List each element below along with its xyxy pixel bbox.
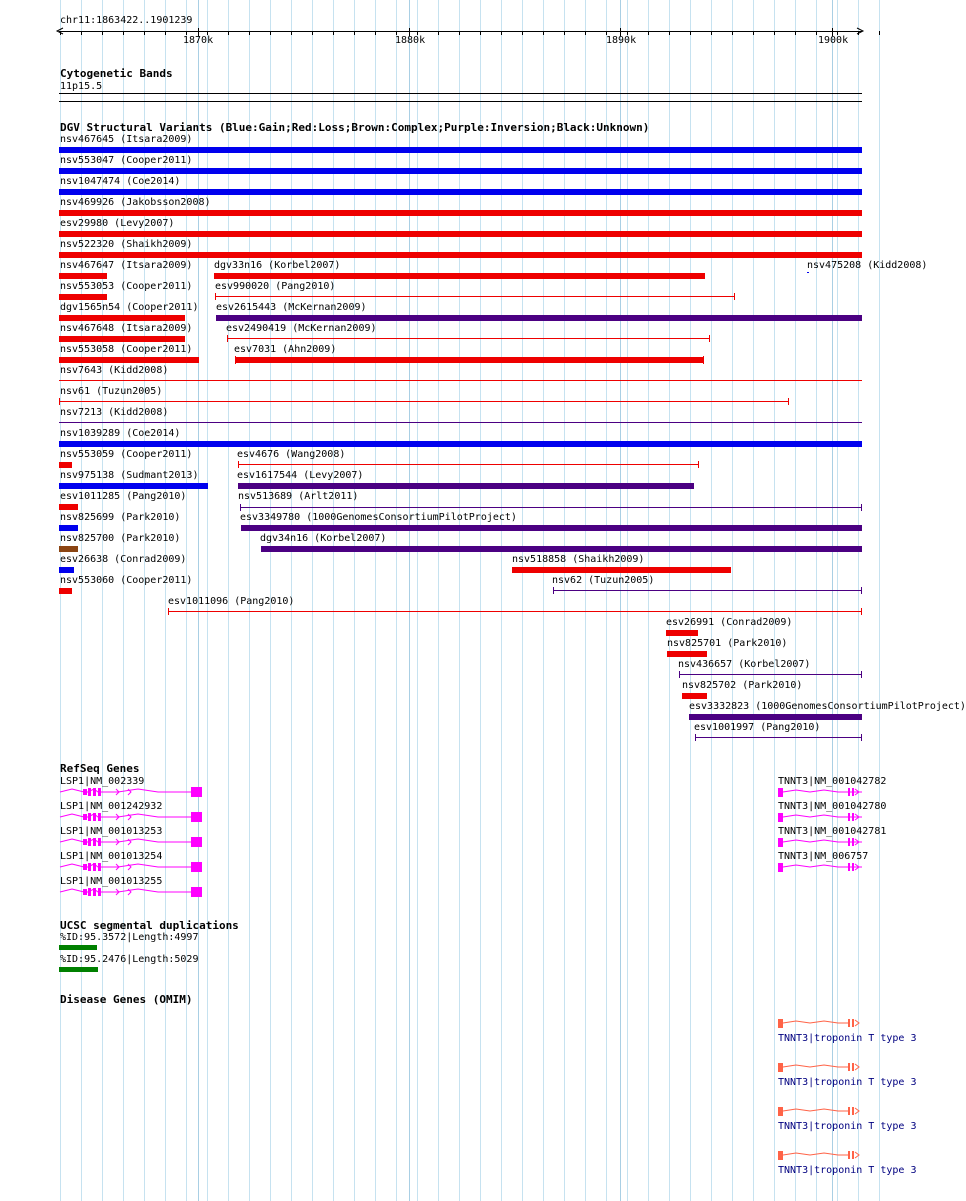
gene-label[interactable]: TNNT3|NM_001042781 — [778, 826, 887, 837]
variant-label[interactable]: nsv467647 (Itsara2009) — [60, 260, 193, 271]
grid-line — [543, 0, 544, 1201]
gene-model-tnnt3[interactable] — [776, 812, 866, 826]
cytoband-top-edge — [59, 93, 862, 94]
ruler-minor-tick — [753, 31, 754, 35]
gene-model-lsp1[interactable] — [58, 786, 208, 800]
grid-line — [732, 0, 733, 1201]
ruler-minor-tick — [438, 31, 439, 35]
segdup-bar[interactable] — [59, 967, 98, 972]
ruler-minor-tick — [774, 31, 775, 35]
gene-label[interactable]: TNNT3|NM_001042782 — [778, 776, 887, 787]
omim-label[interactable]: TNNT3|troponin T type 3 — [778, 1121, 917, 1132]
variant-end-cap — [861, 671, 862, 678]
variant-start-cap — [59, 398, 60, 405]
grid-line — [606, 0, 607, 1201]
variant-start-cap — [227, 335, 228, 342]
variant-label[interactable]: esv2615443 (McKernan2009) — [216, 302, 367, 313]
ruler-axis — [59, 31, 862, 32]
variant-label[interactable]: nsv825701 (Park2010) — [667, 638, 788, 649]
variant-bar[interactable] — [240, 507, 862, 508]
variant-bar[interactable] — [512, 567, 731, 573]
variant-bar[interactable] — [682, 693, 707, 699]
grid-line — [396, 0, 397, 1201]
variant-bar[interactable] — [666, 630, 698, 636]
gene-label[interactable]: LSP1|NM_001013253 — [60, 826, 163, 837]
omim-label[interactable]: TNNT3|troponin T type 3 — [778, 1077, 917, 1088]
ruler-minor-tick — [354, 31, 355, 35]
variant-bar[interactable] — [59, 294, 107, 300]
variant-bar[interactable] — [238, 483, 694, 489]
tick-label-1870k: 1870k — [183, 35, 214, 46]
variant-label[interactable]: esv26638 (Conrad2009) — [60, 554, 187, 565]
variant-end-cap — [861, 608, 862, 615]
cytoband-track-title: Cytogenetic Bands — [60, 67, 173, 80]
variant-bar[interactable] — [59, 189, 862, 195]
variant-label[interactable]: nsv513689 (Arlt2011) — [238, 491, 359, 502]
variant-label[interactable]: dgv34n16 (Korbel2007) — [260, 533, 387, 544]
ruler-minor-tick — [270, 31, 271, 35]
variant-bar[interactable] — [59, 210, 862, 216]
locus-label: chr11:1863422..1901239 — [60, 15, 193, 26]
variant-end-cap — [709, 335, 710, 342]
grid-line — [438, 0, 439, 1201]
variant-label[interactable]: nsv518858 (Shaikh2009) — [512, 554, 645, 565]
variant-bar[interactable] — [59, 336, 185, 342]
ruler-minor-tick — [858, 31, 859, 35]
gene-model-lsp1[interactable] — [58, 886, 208, 900]
variant-end-cap — [861, 504, 862, 511]
variant-bar[interactable] — [679, 674, 862, 675]
ruler-minor-tick — [711, 31, 712, 35]
variant-label[interactable]: esv3349780 (1000GenomesConsortiumPilotProject) — [240, 512, 517, 523]
variant-label[interactable]: nsv553053 (Cooper2011) — [60, 281, 193, 292]
ruler-minor-tick — [480, 31, 481, 35]
variant-label[interactable]: esv26991 (Conrad2009) — [666, 617, 793, 628]
ruler-minor-tick — [522, 31, 523, 35]
segdup-label[interactable]: %ID:95.3572|Length:4997 — [60, 932, 199, 943]
gene-model-lsp1[interactable] — [58, 811, 208, 825]
variant-start-cap — [553, 587, 554, 594]
gene-model-tnnt3[interactable] — [776, 837, 866, 851]
ruler-minor-tick — [795, 31, 796, 35]
variant-bar[interactable] — [241, 525, 862, 531]
variant-label[interactable]: esv29980 (Levy2007) — [60, 218, 175, 229]
grid-line — [501, 0, 502, 1201]
tick-label-1900k: 1900k — [818, 35, 849, 46]
variant-label[interactable]: nsv825700 (Park2010) — [60, 533, 181, 544]
variant-bar[interactable] — [59, 168, 862, 174]
variant-bar[interactable] — [59, 252, 862, 258]
grid-line — [627, 0, 628, 1201]
gene-label[interactable]: TNNT3|NM_001042780 — [778, 801, 887, 812]
variant-label[interactable]: esv3332823 (1000GenomesConsortiumPilotProject) — [689, 701, 966, 712]
variant-label[interactable]: nsv553058 (Cooper2011) — [60, 344, 193, 355]
dgv-track-title: DGV Structural Variants (Blue:Gain;Red:Loss;Brown:Complex;Purple:Inversion;Black:Unknown) — [60, 121, 650, 134]
ruler-minor-tick — [81, 31, 82, 35]
variant-bar[interactable] — [689, 714, 862, 720]
gene-model-tnnt3[interactable] — [776, 787, 866, 801]
variant-label[interactable]: esv990020 (Pang2010) — [215, 281, 336, 292]
variant-bar[interactable] — [59, 315, 185, 321]
ruler-minor-tick — [60, 31, 61, 35]
omim-gene-model[interactable] — [776, 1018, 866, 1030]
refseq-track-title: RefSeq Genes — [60, 762, 140, 775]
grid-line — [690, 0, 691, 1201]
variant-label[interactable]: esv2490419 (McKernan2009) — [226, 323, 377, 334]
variant-label[interactable]: esv4676 (Wang2008) — [237, 449, 346, 460]
variant-bar[interactable] — [235, 357, 704, 363]
gene-label[interactable]: LSP1|NM_001013254 — [60, 851, 163, 862]
variant-bar[interactable] — [59, 588, 72, 594]
ruler-minor-tick — [228, 31, 229, 35]
ruler-minor-tick — [144, 31, 145, 35]
variant-bar[interactable] — [227, 338, 710, 339]
grid-line — [522, 0, 523, 1201]
ruler-minor-tick — [375, 31, 376, 35]
variant-label[interactable]: esv1011285 (Pang2010) — [60, 491, 187, 502]
variant-bar[interactable] — [215, 296, 735, 297]
segdup-label[interactable]: %ID:95.2476|Length:5029 — [60, 954, 199, 965]
ruler-minor-tick — [459, 31, 460, 35]
ruler-minor-tick — [585, 31, 586, 35]
variant-bar[interactable] — [59, 231, 862, 237]
variant-start-cap — [240, 504, 241, 511]
variant-end-cap — [698, 461, 699, 468]
ruler-minor-tick — [165, 31, 166, 35]
variant-label[interactable]: dgv1565n54 (Cooper2011) — [60, 302, 199, 313]
grid-line — [417, 0, 418, 1201]
variant-bar[interactable] — [807, 272, 809, 273]
omim-gene-model[interactable] — [776, 1106, 866, 1118]
grid-line-major — [620, 0, 621, 1201]
grid-line — [354, 0, 355, 1201]
gene-label[interactable]: LSP1|NM_001013255 — [60, 876, 163, 887]
ruler-minor-tick — [732, 31, 733, 35]
variant-label[interactable]: esv1617544 (Levy2007) — [237, 470, 364, 481]
variant-label[interactable]: nsv7643 (Kidd2008) — [60, 365, 169, 376]
variant-start-cap — [168, 608, 169, 615]
grid-line — [648, 0, 649, 1201]
variant-end-cap — [703, 356, 704, 364]
grid-line — [711, 0, 712, 1201]
variant-label[interactable]: nsv436657 (Korbel2007) — [678, 659, 811, 670]
variant-bar[interactable] — [59, 357, 199, 363]
variant-label[interactable]: nsv7213 (Kidd2008) — [60, 407, 169, 418]
ruler-minor-tick — [543, 31, 544, 35]
variant-label[interactable]: nsv825699 (Park2010) — [60, 512, 181, 523]
ruler-minor-tick — [291, 31, 292, 35]
grid-line — [585, 0, 586, 1201]
variant-label[interactable]: nsv61 (Tuzun2005) — [60, 386, 163, 397]
variant-end-cap — [734, 293, 735, 300]
variant-start-cap — [679, 671, 680, 678]
variant-end-cap — [788, 398, 789, 405]
ruler-minor-tick — [648, 31, 649, 35]
grid-line — [333, 0, 334, 1201]
gene-model-lsp1[interactable] — [58, 836, 208, 850]
segdup-bar[interactable] — [59, 945, 97, 950]
tick-label-1890k: 1890k — [606, 35, 637, 46]
grid-line — [564, 0, 565, 1201]
variant-label[interactable]: nsv1039289 (Coe2014) — [60, 428, 181, 439]
variant-label[interactable]: nsv825702 (Park2010) — [682, 680, 803, 691]
tick-label-1880k: 1880k — [395, 35, 426, 46]
grid-line — [375, 0, 376, 1201]
variant-bar[interactable] — [59, 483, 208, 489]
variant-label[interactable]: nsv467645 (Itsara2009) — [60, 134, 193, 145]
variant-bar[interactable] — [59, 422, 862, 423]
ruler-minor-tick — [564, 31, 565, 35]
gene-model-lsp1[interactable] — [58, 861, 208, 875]
variant-label[interactable]: esv1011096 (Pang2010) — [168, 596, 295, 607]
ruler-minor-tick — [249, 31, 250, 35]
variant-bar[interactable] — [59, 273, 107, 279]
grid-line — [459, 0, 460, 1201]
ruler-minor-tick — [102, 31, 103, 35]
variant-bar[interactable] — [59, 401, 789, 402]
grid-line — [879, 0, 880, 1201]
variant-start-cap — [215, 293, 216, 300]
variant-bar[interactable] — [59, 546, 78, 552]
omim-gene-model[interactable] — [776, 1062, 866, 1074]
ruler-minor-tick — [501, 31, 502, 35]
segdup-track-title: UCSC segmental duplications — [60, 919, 239, 932]
variant-bar[interactable] — [238, 464, 699, 465]
cytoband-bottom-edge — [59, 101, 862, 102]
variant-label[interactable]: nsv1047474 (Coe2014) — [60, 176, 181, 187]
variant-label[interactable]: nsv469926 (Jakobsson2008) — [60, 197, 211, 208]
variant-bar[interactable] — [59, 504, 78, 510]
variant-start-cap — [235, 356, 236, 364]
omim-gene-model[interactable] — [776, 1150, 866, 1162]
variant-bar[interactable] — [59, 380, 862, 381]
gene-model-tnnt3[interactable] — [776, 862, 866, 876]
ruler-minor-tick — [312, 31, 313, 35]
gene-label[interactable]: LSP1|NM_001242932 — [60, 801, 163, 812]
variant-label[interactable]: dgv33n16 (Korbel2007) — [214, 260, 341, 271]
variant-start-cap — [695, 734, 696, 741]
variant-label[interactable]: nsv553059 (Cooper2011) — [60, 449, 193, 460]
scroll-right-arrow-icon[interactable] — [855, 27, 865, 37]
grid-line — [312, 0, 313, 1201]
ruler-minor-tick — [816, 31, 817, 35]
grid-line — [774, 0, 775, 1201]
gene-label[interactable]: LSP1|NM_002339 — [60, 776, 145, 787]
variant-bar[interactable] — [59, 567, 74, 573]
variant-bar[interactable] — [216, 315, 862, 321]
variant-end-cap — [861, 734, 862, 741]
variant-bar[interactable] — [214, 273, 705, 279]
variant-label[interactable]: nsv475208 (Kidd2008) — [807, 260, 928, 271]
variant-label[interactable]: nsv975138 (Sudmant2013) — [60, 470, 199, 481]
omim-track-title: Disease Genes (OMIM) — [60, 993, 193, 1006]
ruler-minor-tick — [690, 31, 691, 35]
cytoband-label: 11p15.5 — [60, 81, 103, 92]
variant-end-cap — [861, 587, 862, 594]
omim-label[interactable]: TNNT3|troponin T type 3 — [778, 1033, 917, 1044]
grid-line — [753, 0, 754, 1201]
ruler-minor-tick — [669, 31, 670, 35]
variant-start-cap — [238, 461, 239, 468]
variant-label[interactable]: nsv62 (Tuzun2005) — [552, 575, 655, 586]
variant-label[interactable]: esv1001997 (Pang2010) — [694, 722, 821, 733]
grid-line — [480, 0, 481, 1201]
variant-bar[interactable] — [59, 525, 78, 531]
ruler-minor-tick — [333, 31, 334, 35]
grid-line-major — [409, 0, 410, 1201]
variant-bar[interactable] — [553, 590, 862, 591]
variant-label[interactable]: nsv467648 (Itsara2009) — [60, 323, 193, 334]
gene-label[interactable]: TNNT3|NM_006757 — [778, 851, 869, 862]
ruler-minor-tick — [123, 31, 124, 35]
variant-bar[interactable] — [667, 651, 707, 657]
variant-bar[interactable] — [59, 147, 862, 153]
variant-bar[interactable] — [168, 611, 862, 612]
variant-bar[interactable] — [695, 737, 862, 738]
variant-bar[interactable] — [59, 441, 862, 447]
ruler-minor-tick — [879, 31, 880, 35]
grid-line — [669, 0, 670, 1201]
variant-label[interactable]: nsv553060 (Cooper2011) — [60, 575, 193, 586]
omim-label[interactable]: TNNT3|troponin T type 3 — [778, 1165, 917, 1176]
variant-bar[interactable] — [59, 462, 72, 468]
variant-label[interactable]: nsv522320 (Shaikh2009) — [60, 239, 193, 250]
variant-bar[interactable] — [261, 546, 862, 552]
variant-label[interactable]: nsv553047 (Cooper2011) — [60, 155, 193, 166]
variant-label[interactable]: esv7031 (Ahn2009) — [234, 344, 337, 355]
